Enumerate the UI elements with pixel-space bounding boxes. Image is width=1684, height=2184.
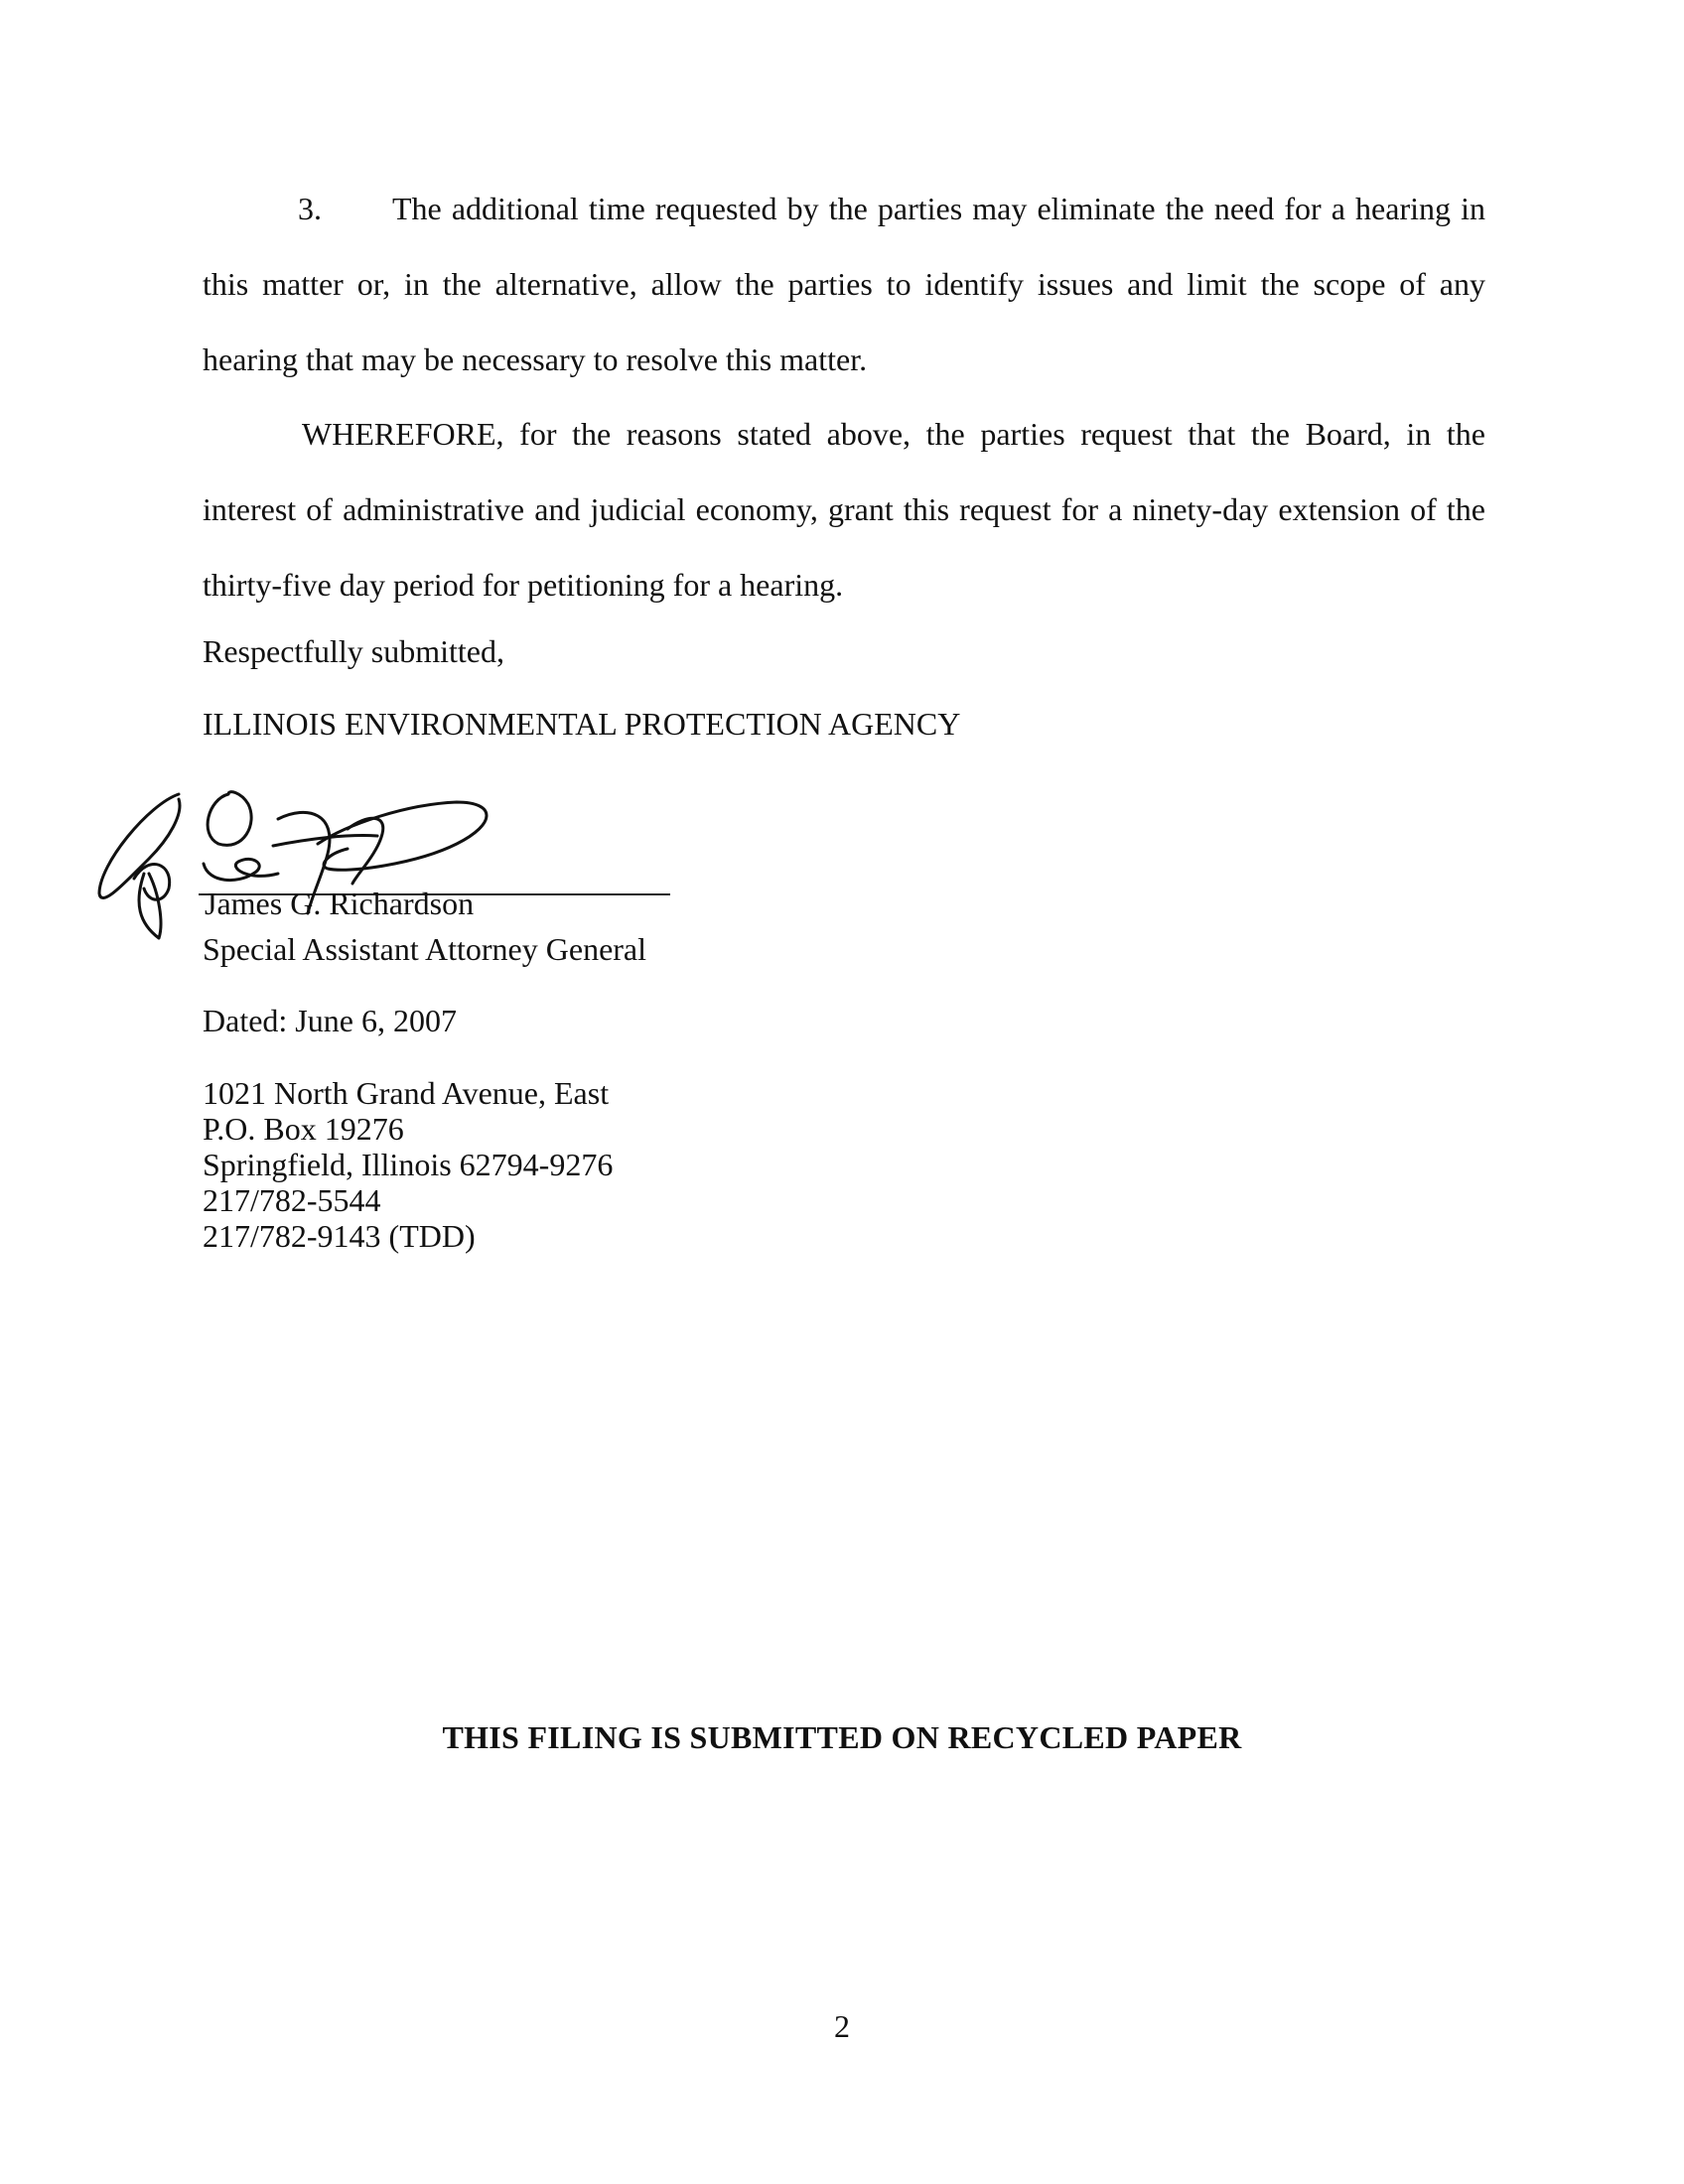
wherefore-text: WHEREFORE, for the reasons stated above, the parties request that the Board, in the interest of administrative and judicial economy, grant this request for a ninety-day extension of the thirty-five day period for petitioning for a hearing. <box>203 416 1485 603</box>
recycled-paper-note: THIS FILING IS SUBMITTED ON RECYCLED PAPER <box>442 1719 1242 1755</box>
page-number: 2 <box>834 2008 850 2044</box>
signer-name: James G. Richardson <box>205 886 475 921</box>
address-phone: 217/782-5544 <box>203 1182 381 1218</box>
paragraph-3 <box>203 171 1485 397</box>
address-city-state: Springfield, Illinois 62794-9276 <box>203 1147 614 1182</box>
signer-title: Special Assistant Attorney General <box>203 931 647 967</box>
respectfully-submitted: Respectfully submitted, <box>203 633 504 669</box>
date-line: Dated: June 6, 2007 <box>203 1003 457 1038</box>
address-street: 1021 North Grand Avenue, East <box>203 1075 610 1111</box>
paragraph-number: 3. <box>298 191 322 226</box>
paragraph-3-text: The additional time requested by the parties may eliminate the need for a hearing in this matter or, in the alternative, allow the parties to identify issues and limit the scope of any hearing that may be necessary to resolve this matter. <box>203 191 1485 377</box>
address-tdd: 217/782-9143 (TDD) <box>203 1218 476 1254</box>
agency-name: ILLINOIS ENVIRONMENTAL PROTECTION AGENCY <box>203 706 961 742</box>
address-po-box: P.O. Box 19276 <box>203 1111 404 1147</box>
wherefore-paragraph <box>203 396 1485 622</box>
